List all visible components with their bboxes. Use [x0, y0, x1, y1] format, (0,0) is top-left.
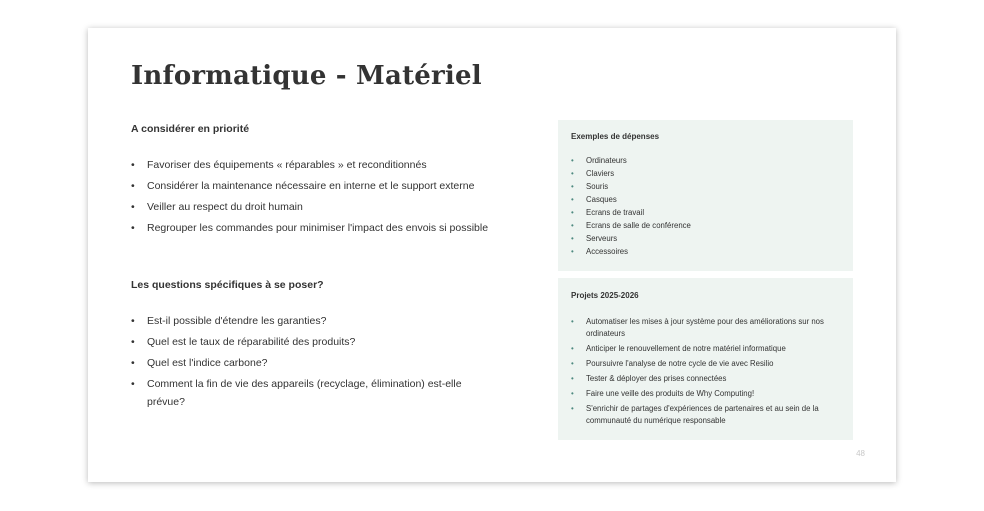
projects-heading: Projets 2025-2026 — [571, 291, 639, 300]
list-item: • Anticiper le renouvellement de notre matériel informatique — [571, 343, 835, 355]
page-number: 48 — [856, 449, 865, 458]
list-item: • Regrouper les commandes pour minimiser l'impact des envois si possible — [131, 219, 491, 237]
list-item: • Casques — [571, 193, 835, 206]
list-item: • Considérer la maintenance nécessaire en interne et le support externe — [131, 177, 491, 195]
list-item: • Veiller au respect du droit humain — [131, 198, 491, 216]
list-item: • Automatiser les mises à jour système pour des améliorations sur nos ordinateurs — [571, 316, 835, 340]
projects-box — [558, 278, 853, 440]
list-item: • S'enrichir de partages d'expériences de partenaires et au sein de la communauté du numérique responsable — [571, 403, 835, 427]
priority-list — [131, 156, 491, 237]
questions-list — [131, 312, 491, 411]
slide — [88, 28, 896, 482]
list-item: • Tester & déployer des prises connectées — [571, 373, 835, 385]
priority-section — [131, 123, 491, 240]
expenses-box — [558, 120, 853, 271]
list-item: • Ecrans de salle de conférence — [571, 219, 835, 232]
list-item: • Souris — [571, 180, 835, 193]
list-item: • Ecrans de travail — [571, 206, 835, 219]
expenses-heading: Exemples de dépenses — [571, 132, 660, 141]
questions-heading: Les questions spécifiques à se poser? — [131, 279, 324, 291]
list-item: • Faire une veille des produits de Why Computing! — [571, 388, 835, 400]
list-item: • Quel est l'indice carbone? — [131, 354, 491, 372]
list-item: • Favoriser des équipements « réparables » et reconditionnés — [131, 156, 491, 174]
list-item: • Quel est le taux de réparabilité des produits? — [131, 333, 491, 351]
slide-title: Informatique - Matériel — [131, 61, 482, 91]
projects-list — [571, 316, 835, 430]
list-item: • Accessoires — [571, 245, 835, 258]
priority-heading: A considérer en priorité — [131, 123, 250, 135]
list-item: • Comment la fin de vie des appareils (recyclage, élimination) est-elle prévue? — [131, 375, 491, 411]
list-item: • Claviers — [571, 167, 835, 180]
questions-section — [131, 279, 491, 414]
expenses-list — [571, 154, 835, 258]
list-item: • Ordinateurs — [571, 154, 835, 167]
list-item: • Est-il possible d'étendre les garanties? — [131, 312, 491, 330]
list-item: • Serveurs — [571, 232, 835, 245]
list-item: • Poursuivre l'analyse de notre cycle de vie avec Resilio — [571, 358, 835, 370]
